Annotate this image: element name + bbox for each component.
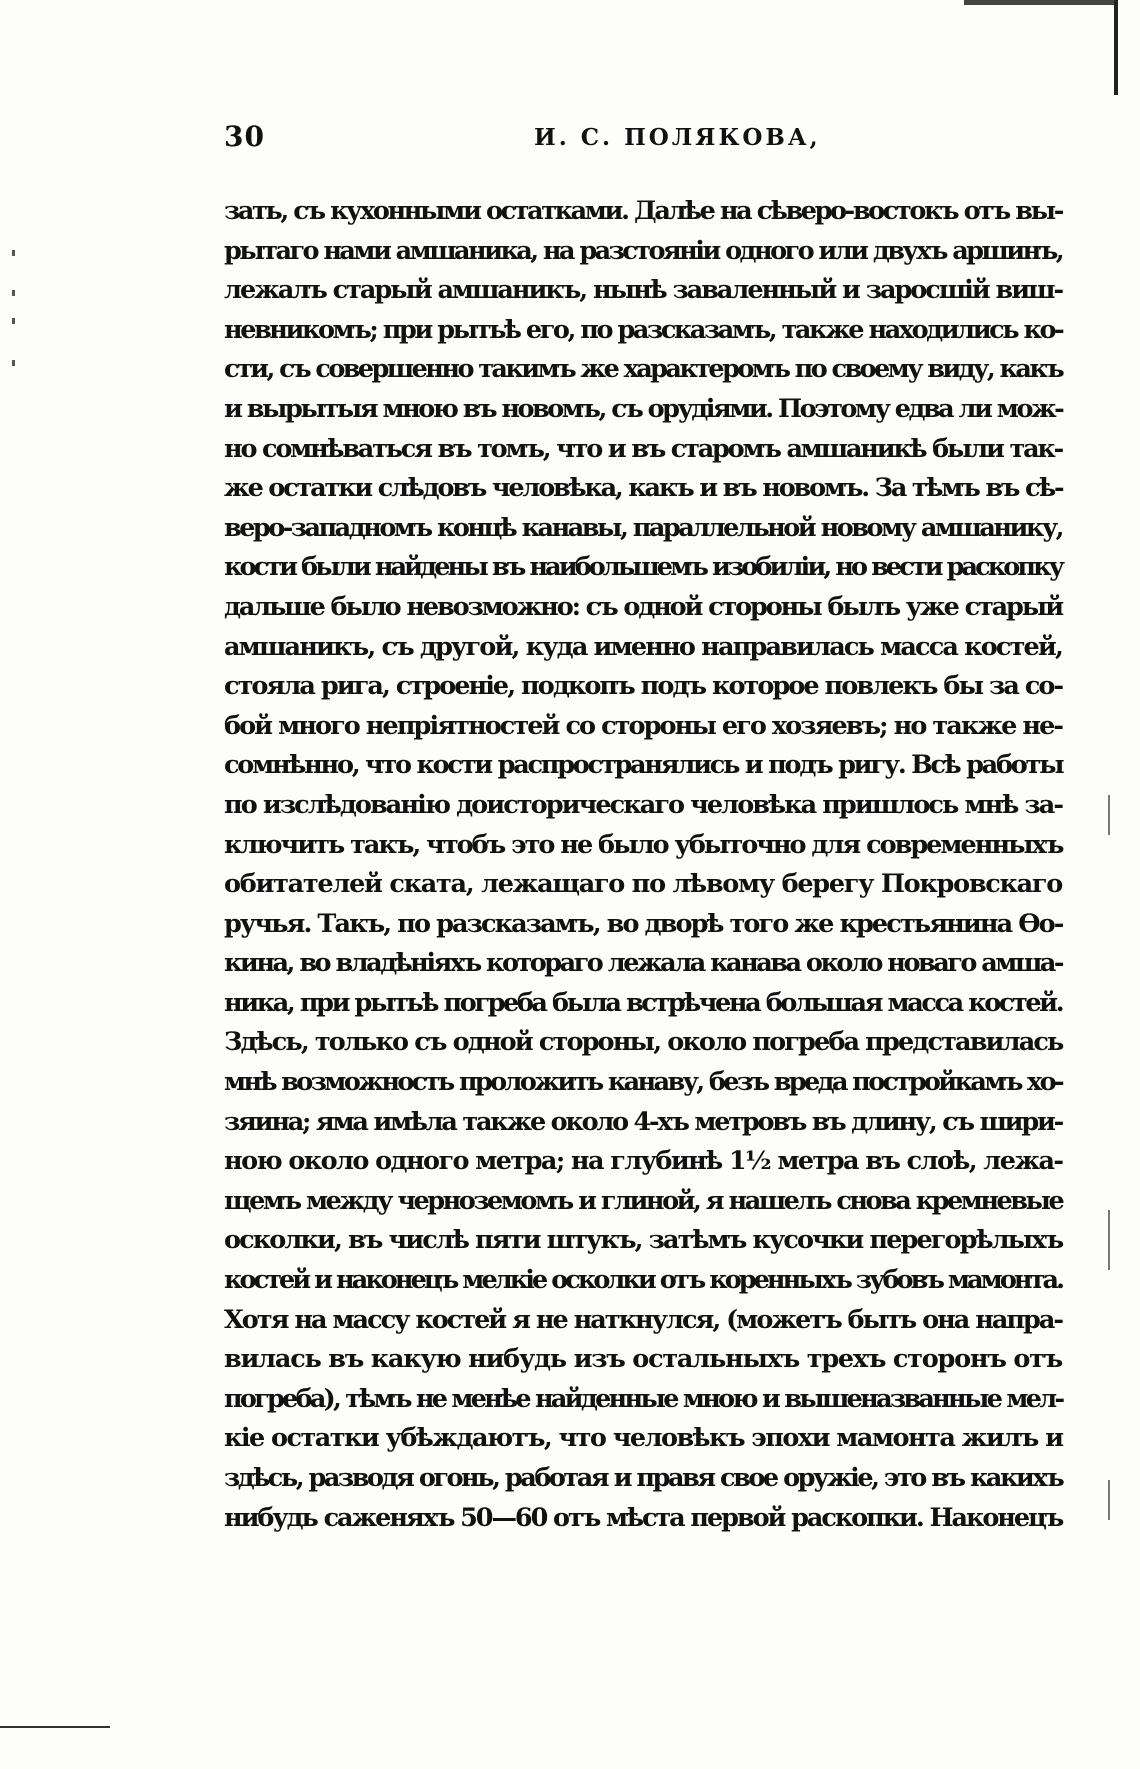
text-line: кости были найдены въ наибольшемъ изобиліи, но вести раскопку xyxy=(224,552,1062,583)
text-line: нибудь саженяхъ 50—60 отъ мѣста первой раскопки. Наконецъ xyxy=(224,1502,1063,1533)
running-head: И. С. ПОЛЯКОВА, xyxy=(534,124,821,151)
text-line: ключить такъ, чтобъ это не было убыточно для современныхъ xyxy=(224,829,1063,860)
text-line: щемъ между черноземомъ и глиной, я нашелъ снова кремневые xyxy=(224,1185,1063,1216)
text-line: обитателей ската, лежащаго по лѣвому берегу Покровскаго xyxy=(224,869,1062,900)
text-line: кина, во владѣніяхъ котораго лежала канава около новаго амша- xyxy=(224,948,1062,979)
text-line: лежалъ старый амшаникъ, нынѣ заваленный и заросшій виш- xyxy=(224,275,1062,306)
text-line: сомнѣнно, что кости распространялись и подъ ригу. Всѣ работы xyxy=(224,750,1063,781)
scan-edge-bottom xyxy=(0,1726,110,1728)
text-line: и вырытыя мною въ новомъ, съ орудіями. Поэтому едва ли мож- xyxy=(224,393,1063,424)
body-text xyxy=(224,192,1062,1538)
text-line: по изслѣдованію доисторическаго человѣка пришлось мнѣ за- xyxy=(224,789,1062,820)
scan-speck xyxy=(12,290,15,296)
text-line: стояла рига, строеніе, подкопъ подъ которое повлекъ бы за со- xyxy=(224,671,1063,702)
text-line: рытаго нами амшаника, на разстояніи одного или двухъ аршинъ, xyxy=(224,235,1062,266)
text-line: веро-западномъ концѣ канавы, параллельной новому амшанику, xyxy=(224,512,1062,543)
text-line: бой много непріятностей со стороны его хозяевъ; но также не- xyxy=(224,710,1063,741)
text-line: Хотя на массу костей я не наткнулся, (можетъ быть она напра- xyxy=(224,1304,1062,1335)
scan-line xyxy=(1108,1480,1110,1520)
text-line: дальше было невозможно: съ одной стороны былъ уже старый xyxy=(224,591,1062,622)
text-line: погреба), тѣмъ не менѣе найденные мною и вышеназванные мел- xyxy=(224,1383,1063,1414)
scan-edge-top xyxy=(964,0,1114,5)
page-header xyxy=(224,120,1064,160)
scan-edge-right xyxy=(1114,0,1118,95)
text-line: вилась въ какую нибудь изъ остальныхъ трехъ сторонъ отъ xyxy=(224,1344,1062,1375)
text-line: сти, съ совершенно такимъ же характеромъ по своему виду, какъ xyxy=(224,354,1063,385)
text-line: костей и наконецъ мелкіе осколки отъ коренныхъ зубовъ мамонта. xyxy=(224,1265,1062,1296)
text-line: ручья. Такъ, по разсказамъ, во дворѣ того же крестьянина Ѳо- xyxy=(224,908,1063,939)
text-line: кіе остатки убѣждаютъ, что человѣкъ эпохи мамонта жилъ и xyxy=(224,1423,1063,1454)
text-line: Здѣсь, только съ одной стороны, около погреба представилась xyxy=(224,1027,1063,1058)
scan-line xyxy=(1108,1210,1110,1270)
scan-speck xyxy=(12,250,15,256)
text-line: мнѣ возможность проложить канаву, безъ вреда постройкамъ хо- xyxy=(224,1067,1062,1098)
page-number: 30 xyxy=(224,120,265,153)
scan-speck xyxy=(12,318,15,324)
text-line: амшаникъ, съ другой, куда именно направилась масса костей, xyxy=(224,631,1062,662)
text-line: осколки, въ числѣ пяти штукъ, затѣмъ кусочки перегорѣлыхъ xyxy=(224,1225,1063,1256)
text-line: ника, при рытьѣ погреба была встрѣчена большая масса костей. xyxy=(224,987,1063,1018)
text-line: же остатки слѣдовъ человѣка, какъ и въ новомъ. За тѣмъ въ сѣ- xyxy=(224,473,1063,504)
text-line: зяина; яма имѣла также около 4-хъ метровъ въ длину, съ шири- xyxy=(224,1106,1062,1137)
scan-speck xyxy=(12,360,15,366)
text-line: невникомъ; при рытьѣ его, по разсказамъ, также находились ко- xyxy=(224,314,1063,345)
scan-line xyxy=(1108,795,1110,835)
text-line: но сомнѣваться въ томъ, что и въ старомъ амшаникѣ были так- xyxy=(224,433,1062,464)
text-line: ною около одного метра; на глубинѣ 1½ метра въ слоѣ, лежа- xyxy=(224,1146,1063,1177)
text-line: зать, съ кухонными остатками. Далѣе на сѣверо-востокъ отъ вы- xyxy=(224,196,1062,226)
text-line: здѣсь, разводя огонь, работая и правя свое оружіе, это въ какихъ xyxy=(224,1463,1063,1493)
